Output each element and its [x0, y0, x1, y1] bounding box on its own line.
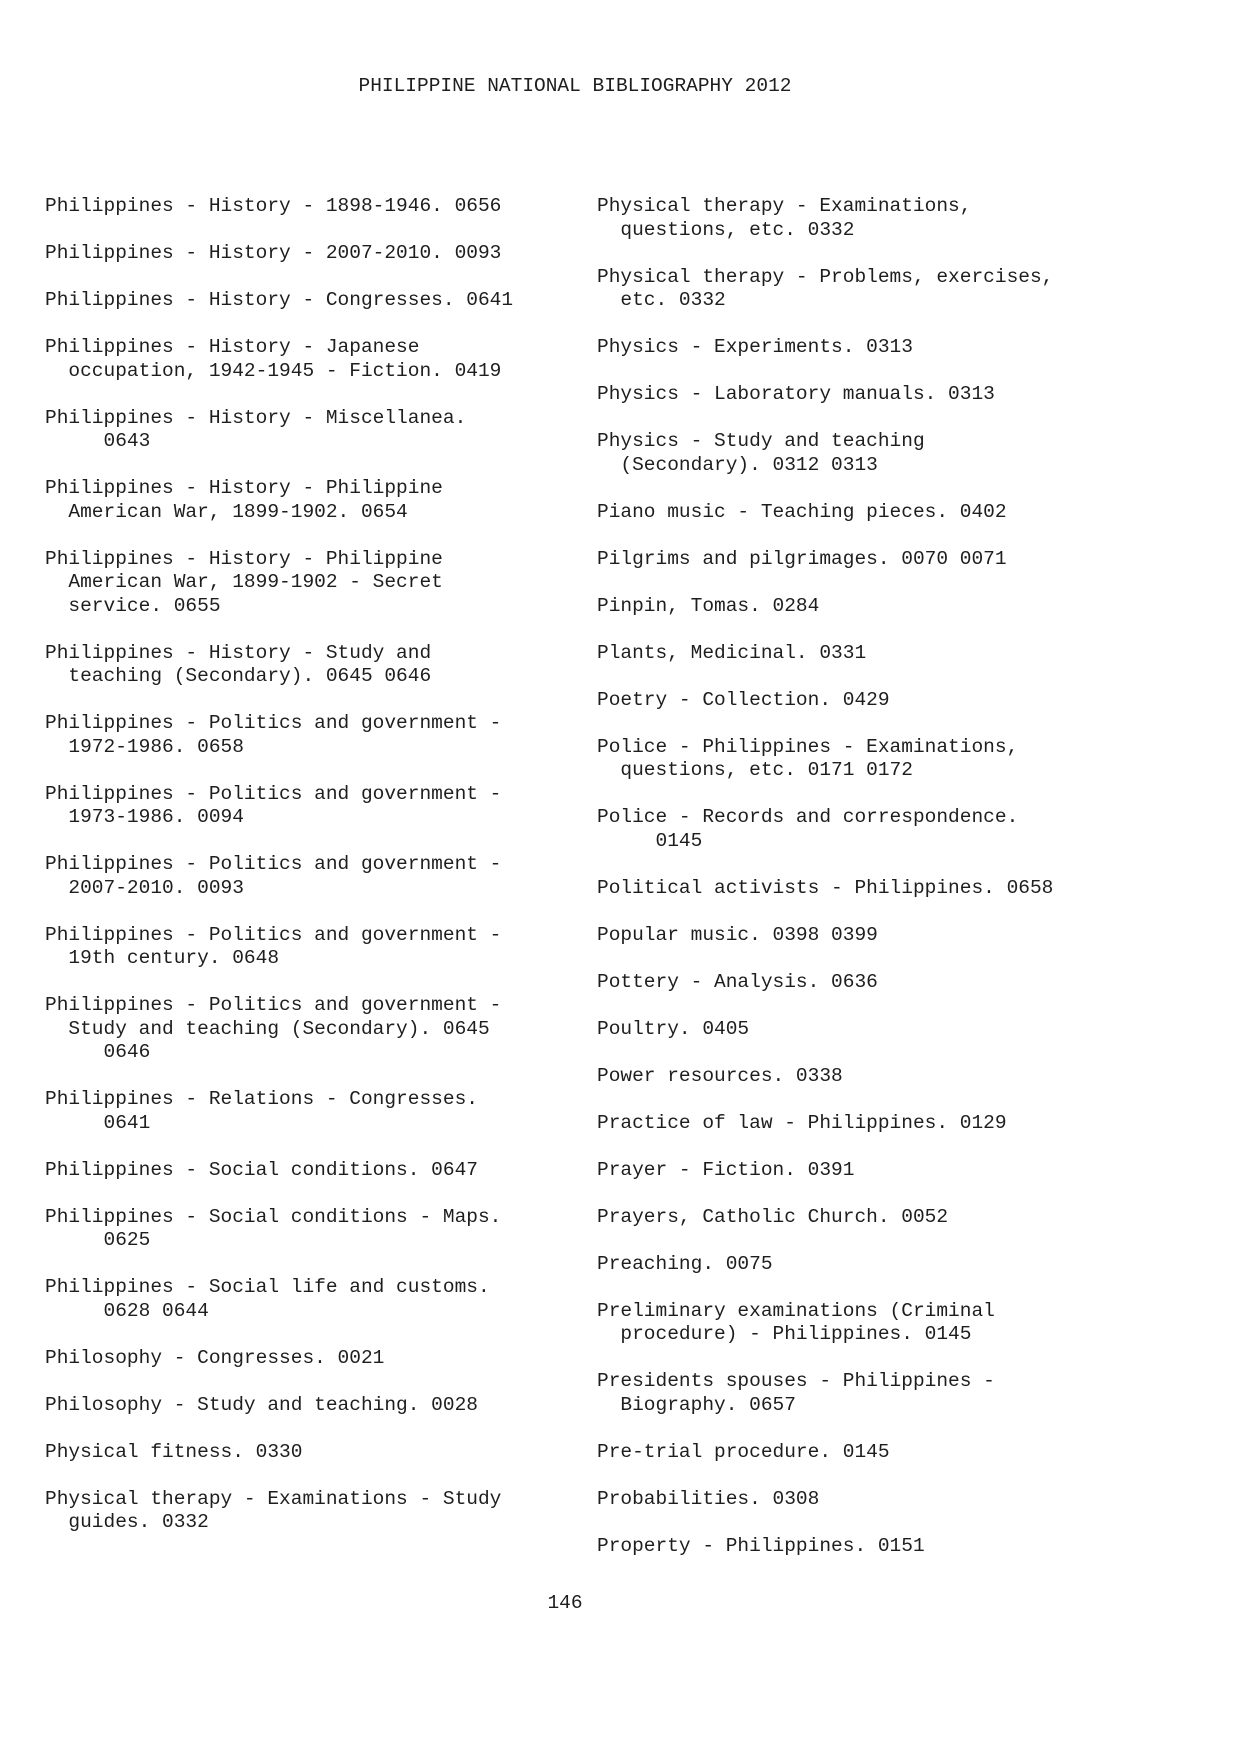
index-entry-line: 19th century. 0648 — [45, 947, 280, 969]
index-entry-line: Philippines - Politics and government - — [45, 712, 502, 734]
page-number: 146 — [547, 1592, 583, 1614]
index-entry-line: 0641 — [45, 1111, 151, 1134]
index-entry-line: Pottery - Analysis. 0636 — [597, 970, 878, 993]
index-entry — [597, 1065, 1117, 1089]
index-entry — [597, 877, 1117, 901]
index-entry — [45, 712, 570, 759]
index-entry-line: Probabilities. 0308 — [597, 1487, 820, 1510]
index-entry-line: Political activists - Philippines. 0658 — [597, 876, 1054, 899]
index-entry — [597, 383, 1117, 407]
index-entry — [45, 548, 570, 619]
index-entry — [597, 501, 1117, 525]
index-entry-line: Pilgrims and pilgrimages. 0070 0071 — [597, 547, 1007, 570]
index-column-left — [45, 195, 570, 1558]
index-entry — [597, 1300, 1117, 1347]
index-entry — [597, 1253, 1117, 1277]
index-entry-line: Pre-trial procedure. 0145 — [597, 1440, 890, 1463]
index-entry-line: occupation, 1942-1945 - Fiction. 0419 — [45, 359, 502, 382]
index-entry-line: Police - Records and correspondence. — [597, 806, 1019, 828]
index-entry-line: Physics - Experiments. 0313 — [597, 336, 913, 358]
index-entry-line: Philippines - History - 1898-1946. 0656 — [45, 195, 502, 217]
index-column-right — [597, 195, 1117, 1582]
index-entry-line: Property - Philippines. 0151 — [597, 1534, 925, 1557]
index-entry-line: questions, etc. 0332 — [597, 218, 855, 241]
index-entry — [45, 289, 570, 313]
index-entry — [597, 971, 1117, 995]
index-entry — [45, 336, 570, 383]
index-entry-line: Prayer - Fiction. 0391 — [597, 1158, 855, 1181]
index-entry-line: Philippines - Politics and government - — [45, 853, 502, 875]
index-entry-line: Physical therapy - Examinations, — [597, 195, 972, 217]
index-entry — [597, 1112, 1117, 1136]
index-entry — [45, 1276, 570, 1323]
index-entry-line: Philippines - Politics and government - — [45, 994, 502, 1016]
index-entry — [597, 924, 1117, 948]
index-entry — [597, 642, 1117, 666]
index-entry — [597, 1159, 1117, 1183]
index-entry-line: American War, 1899-1902 - Secret — [45, 571, 443, 593]
index-entry — [45, 783, 570, 830]
index-entry-line: Biography. 0657 — [597, 1393, 796, 1416]
index-entry-line: Physics - Study and teaching — [597, 430, 925, 452]
index-entry-line: Poetry - Collection. 0429 — [597, 688, 890, 711]
index-entry-line: procedure) - Philippines. 0145 — [597, 1323, 972, 1345]
index-entry-line: Philippines - History - Japanese — [45, 336, 420, 358]
index-entry-line: 0643 — [45, 430, 151, 452]
index-entry — [45, 924, 570, 971]
index-entry-line: Pinpin, Tomas. 0284 — [597, 594, 820, 617]
index-entry-line: 0625 — [45, 1229, 151, 1251]
index-entry — [597, 595, 1117, 619]
index-entry-line: Police - Philippines - Examinations, — [597, 735, 1019, 758]
index-entry-line: Philippines - History - 2007-2010. 0093 — [45, 242, 502, 264]
index-entry — [45, 477, 570, 524]
index-entry — [597, 266, 1117, 313]
index-entry-line: Philippines - Social conditions. 0647 — [45, 1158, 478, 1181]
index-entry-line: service. 0655 — [45, 594, 221, 617]
page-title: PHILIPPINE NATIONAL BIBLIOGRAPHY 2012 — [358, 75, 792, 97]
index-entry-line: guides. 0332 — [45, 1511, 209, 1533]
index-entry-line: Philosophy - Congresses. 0021 — [45, 1346, 385, 1369]
index-entry-line: Preaching. 0075 — [597, 1252, 773, 1275]
index-entry-line: 1973-1986. 0094 — [45, 806, 244, 828]
index-entry-line: 1972-1986. 0658 — [45, 735, 244, 758]
index-entry-line: Physical therapy - Examinations - Study — [45, 1487, 502, 1510]
index-entry — [45, 1206, 570, 1253]
index-entry-line: Preliminary examinations (Criminal — [597, 1299, 995, 1322]
index-entry-line: Prayers, Catholic Church. 0052 — [597, 1205, 949, 1228]
index-entry — [597, 1441, 1117, 1465]
index-entry — [597, 195, 1117, 242]
index-entry-line: Popular music. 0398 0399 — [597, 923, 878, 946]
index-entry-line: Physical fitness. 0330 — [45, 1440, 303, 1463]
index-entry-line: Philosophy - Study and teaching. 0028 — [45, 1393, 478, 1416]
index-entry-line: Philippines - History - Miscellanea. — [45, 406, 467, 429]
index-entry — [597, 736, 1117, 783]
index-entry — [597, 430, 1117, 477]
index-entry-line: 0145 — [597, 829, 703, 852]
index-entry-line: Philippines - History - Congresses. 0641 — [45, 289, 514, 311]
index-entry-line: 2007-2010. 0093 — [45, 876, 244, 899]
index-entry — [597, 1206, 1117, 1230]
index-entry-line: Study and teaching (Secondary). 0645 — [45, 1017, 490, 1040]
index-entry — [45, 195, 570, 219]
index-entry-line: Poultry. 0405 — [597, 1017, 750, 1040]
index-entry — [45, 242, 570, 266]
index-entry-line: Philippines - Social conditions - Maps. — [45, 1205, 502, 1228]
index-entry-line: 0646 — [45, 1041, 151, 1063]
index-entry-line: Piano music - Teaching pieces. 0402 — [597, 500, 1007, 523]
index-entry-line: Philippines - Politics and government - — [45, 782, 502, 805]
index-entry — [45, 994, 570, 1065]
index-entry-line: Philippines - Relations - Congresses. — [45, 1088, 478, 1110]
index-entry — [597, 336, 1117, 360]
index-entry — [597, 1488, 1117, 1512]
index-entry-line: American War, 1899-1902. 0654 — [45, 500, 408, 523]
index-entry — [597, 548, 1117, 572]
index-entry-line: Philippines - History - Philippine — [45, 547, 443, 570]
index-entry — [45, 407, 570, 454]
index-entry — [45, 1441, 570, 1465]
index-entry-line: Power resources. 0338 — [597, 1064, 843, 1087]
index-entry-line: Philippines - Social life and customs. — [45, 1276, 490, 1298]
index-entry — [45, 1159, 570, 1183]
index-entry — [45, 642, 570, 689]
index-entry-line: Physics - Laboratory manuals. 0313 — [597, 383, 995, 405]
index-entry-line: etc. 0332 — [597, 289, 726, 311]
index-entry-line: Practice of law - Philippines. 0129 — [597, 1111, 1007, 1134]
index-entry — [597, 1535, 1117, 1559]
index-entry — [45, 1488, 570, 1535]
index-entry-line: Plants, Medicinal. 0331 — [597, 641, 867, 664]
index-entry-line: 0628 0644 — [45, 1299, 209, 1322]
index-entry — [45, 853, 570, 900]
index-entry-line: Physical therapy - Problems, exercises, — [597, 265, 1054, 288]
index-entry-line: Presidents spouses - Philippines - — [597, 1370, 995, 1392]
index-entry — [597, 806, 1117, 853]
index-entry-line: questions, etc. 0171 0172 — [597, 759, 913, 781]
index-entry — [45, 1347, 570, 1371]
index-entry-line: Philippines - Politics and government - — [45, 923, 502, 946]
index-entry-line: teaching (Secondary). 0645 0646 — [45, 665, 432, 687]
index-entry-line: (Secondary). 0312 0313 — [597, 453, 878, 476]
index-entry — [45, 1088, 570, 1135]
index-entry — [597, 1370, 1117, 1417]
index-entry — [597, 689, 1117, 713]
index-entry-line: Philippines - History - Philippine — [45, 477, 443, 499]
index-entry — [45, 1394, 570, 1418]
index-entry — [597, 1018, 1117, 1042]
index-entry-line: Philippines - History - Study and — [45, 641, 432, 664]
